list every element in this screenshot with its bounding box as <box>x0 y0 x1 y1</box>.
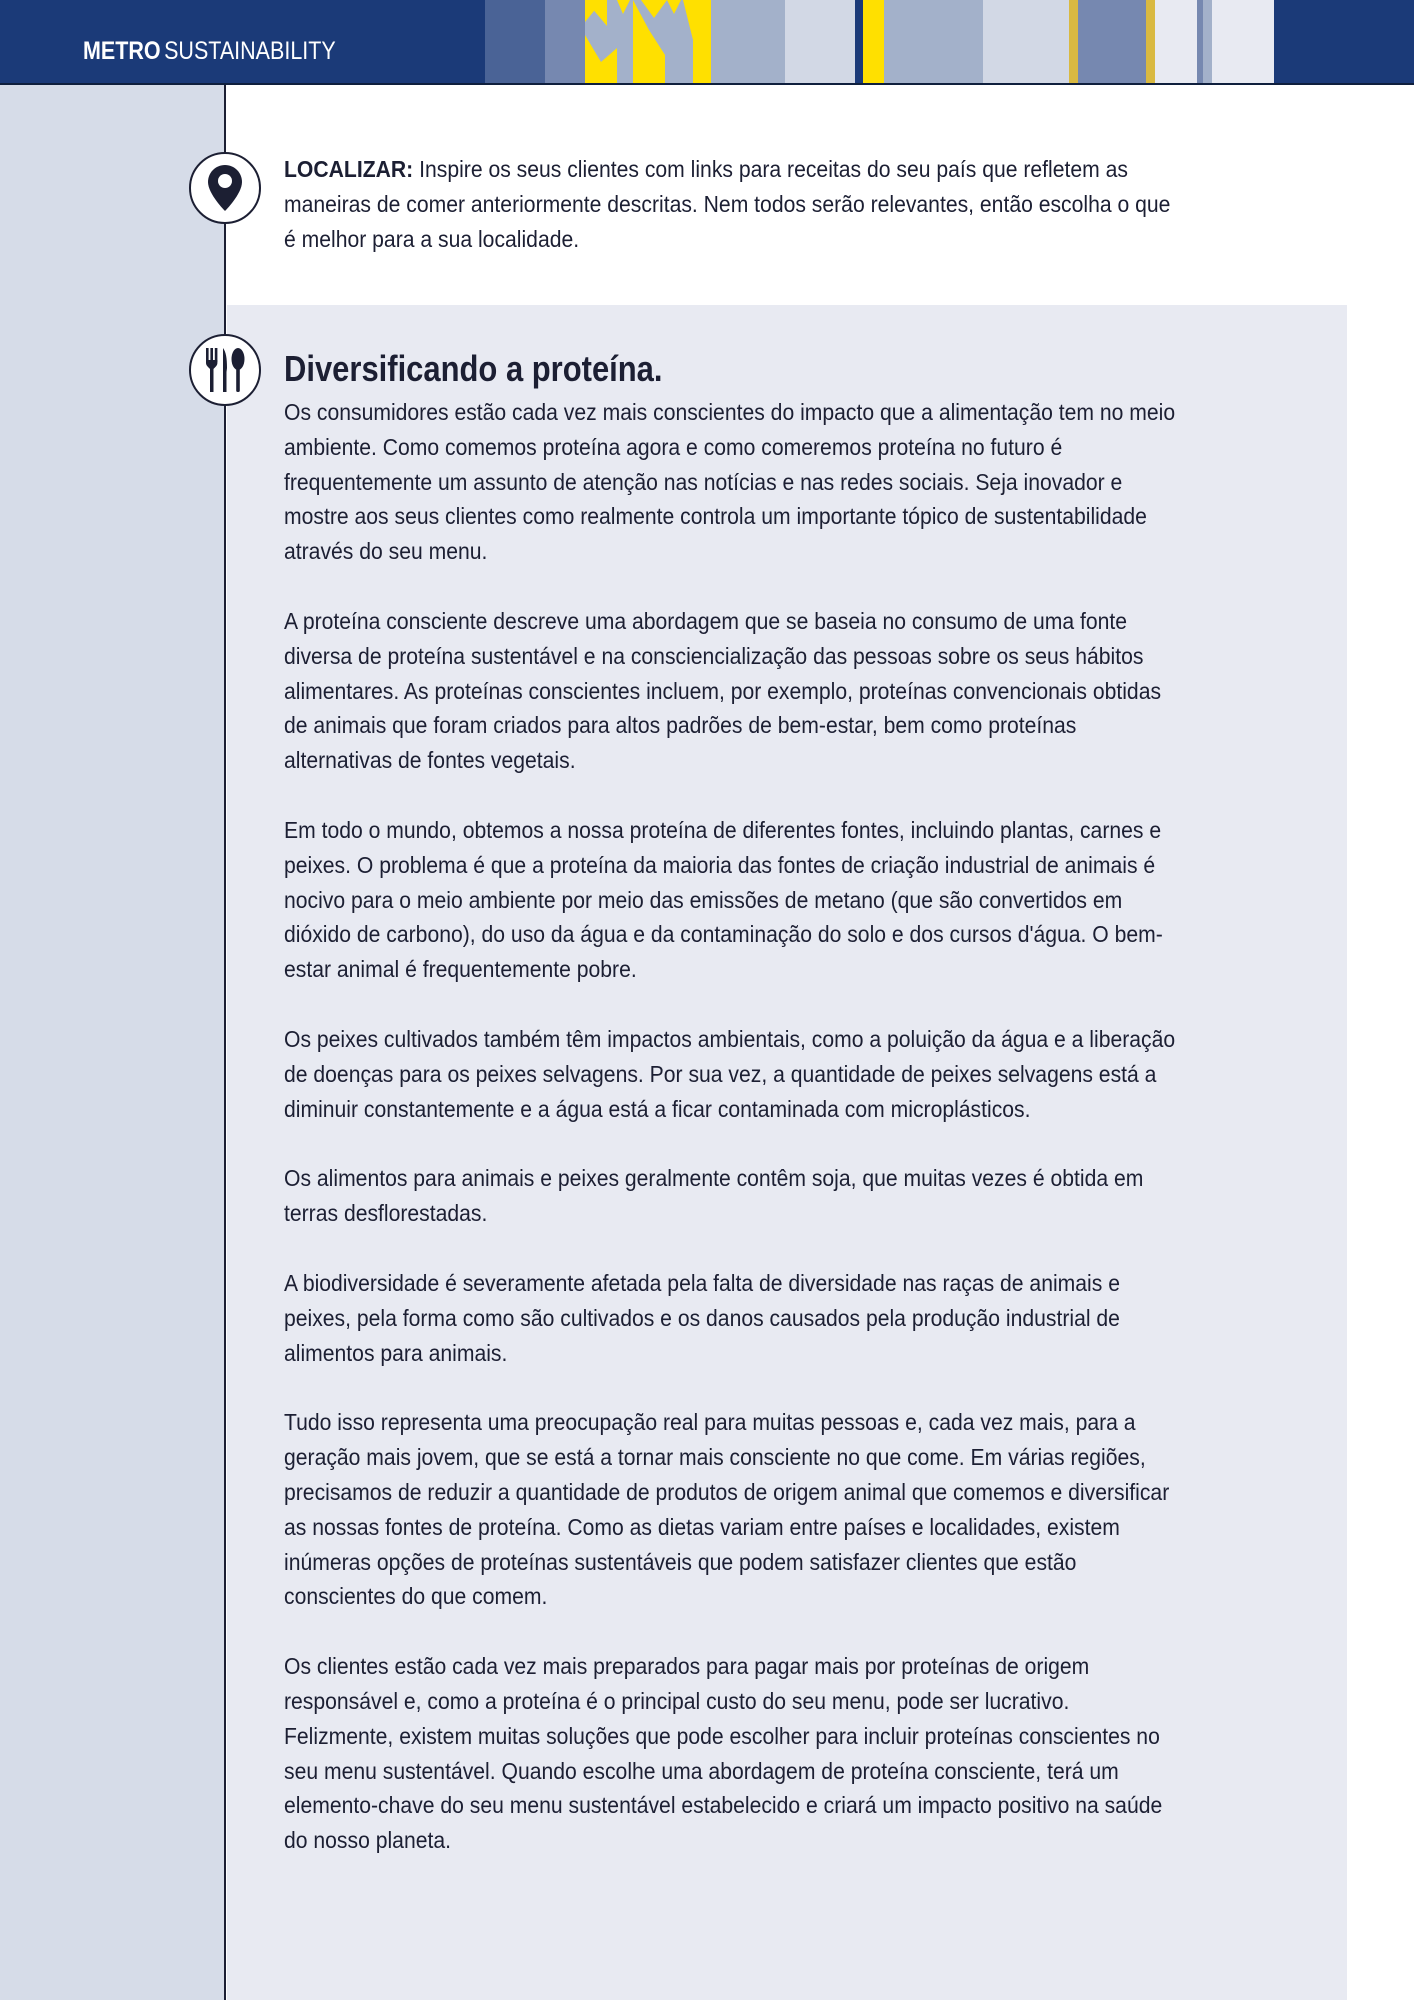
header-stripe <box>884 0 983 83</box>
paragraph: Tudo isso representa uma preocupação real para muitas pessoas e, cada vez mais, para a geração mais jovem, que se está a tornar mais consciente no que come. Em várias regiões, precisamos de reduzir a quantidade de produtos de origem animal que comemos e diversificar as nossas fontes de proteína. Como as dietas variam entre países e localidades, existem inúmeras opções de proteínas sustentáveis que podem satisfazer clientes que estão conscientes do que comem. <box>284 1409 1170 1610</box>
section-title: Diversificando a proteína. <box>284 348 663 389</box>
page-header <box>0 0 1414 83</box>
section-body <box>284 395 1184 1893</box>
location-icon-badge <box>189 152 261 224</box>
paragraph: Os clientes estão cada vez mais preparados para pagar mais por proteínas de origem responsável e, como a proteína é o principal custo do seu menu, pode ser lucrativo. Felizmente, existem muitas soluções que pode escolher para incluir proteínas conscientes no seu menu sustentável. Quando escolhe uma abordagem de proteína consciente, terá um elemento-chave do seu menu sustentável estabelecido e criará um impacto positivo na saúde do nosso planeta. <box>284 1653 1163 1854</box>
cutlery-icon <box>204 348 246 392</box>
header-stripe <box>755 0 785 83</box>
header-stripe <box>855 0 863 83</box>
header-stripe <box>545 0 585 83</box>
localizar-text: Inspire os seus clientes com links para receitas do seu país que refletem as maneiras de comer anteriormente descritas. Nem todos serão relevantes, então escolha o que é melhor para a sua localidade. <box>284 156 1171 252</box>
cutlery-icon-badge <box>189 334 261 406</box>
header-stripe <box>1274 0 1414 83</box>
paragraph: Os alimentos para animais e peixes geralmente contêm soja, que muitas vezes é obtida em terras desflorestadas. <box>284 1165 1144 1227</box>
brand-title <box>83 37 336 66</box>
paragraph: A biodiversidade é severamente afetada pela falta de diversidade nas raças de animais e peixes, pela forma como são cultivados e os danos causados pela produção industrial de alimentos para animais. <box>284 1269 1120 1366</box>
header-stripe <box>485 0 545 83</box>
paragraph: Os consumidores estão cada vez mais conscientes do impacto que a alimentação tem no meio ambiente. Como comemos proteína agora e como comeremos proteína no futuro é frequentemente um assunto de atenção nas notícias e nas redes sociais. Seja inovador e mostre aos seus clientes como realmente controla um importante tópico de sustentabilidade através do seu menu. <box>284 399 1176 565</box>
my-logo-icon <box>585 0 725 83</box>
location-pin-icon <box>208 165 242 211</box>
brand-light: SUSTAINABILITY <box>164 37 336 65</box>
paragraph: A proteína consciente descreve uma abordagem que se baseia no consumo de uma fonte diversa de proteína sustentável e na consciencialização das pessoas sobre os seus hábitos alimentares. As proteínas conscientes incluem, por exemplo, proteínas convencionais obtidas de animais que foram criados para altos padrões de bem-estar, bem como proteínas alternativas de fontes vegetais. <box>284 607 1162 774</box>
brand-bold: METRO <box>83 37 161 65</box>
header-stripe <box>1203 0 1212 83</box>
localizar-label: LOCALIZAR: <box>284 156 414 182</box>
header-stripe <box>785 0 855 83</box>
localizar-tip <box>284 152 1184 256</box>
header-stripe <box>983 0 1069 83</box>
paragraph: Os peixes cultivados também têm impactos ambientais, como a poluição da água e a liberação de doenças para os peixes selvagens. Por sua vez, a quantidade de peixes selvagens está a diminuir constantemente e a água está a ficar contaminada com microplásticos. <box>284 1025 1176 1122</box>
paragraph: Em todo o mundo, obtemos a nossa proteína de diferentes fontes, incluindo plantas, carnes e peixes. O problema é que a proteína da maioria das fontes de criação industrial de animais é nocivo para o meio ambiente por meio das emissões de metano (que são convertidos em dióxido de carbono), do uso da água e da contaminação do solo e dos cursos d'água. O bem-estar animal é frequentemente pobre. <box>284 816 1163 983</box>
header-stripe <box>1212 0 1274 83</box>
header-stripe <box>1078 0 1146 83</box>
header-stripe <box>1069 0 1078 83</box>
header-stripe <box>863 0 884 83</box>
header-stripe <box>1155 0 1197 83</box>
header-stripe <box>1146 0 1155 83</box>
